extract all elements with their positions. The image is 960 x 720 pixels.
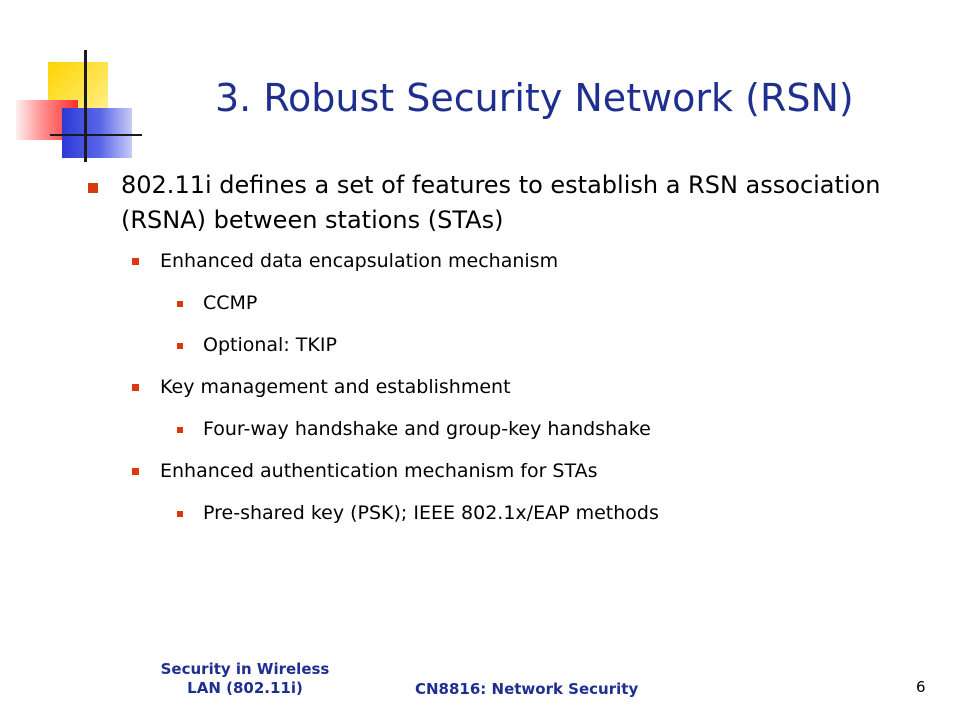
subbullet-item-encapsulation [132,248,928,274]
subbullet-item-key-management [132,374,928,400]
bullet-text: Key management and establishment [160,376,511,398]
logo-horizontal-line [50,134,142,136]
subsubbullet-item-tkip [177,332,928,358]
bullet-list [88,168,928,542]
bullet-text: Optional: TKIP [203,334,337,356]
square-bullet-icon [177,511,183,517]
square-bullet-icon [177,301,183,307]
bullet-text: Four-way handshake and group-key handshake [203,418,651,440]
square-bullet-icon [177,427,183,433]
footer-topic-line-2: LAN (802.11i) [187,679,303,697]
logo-blue-square [62,108,132,158]
square-bullet-icon [88,183,98,193]
subsubbullet-item-psk [177,500,928,526]
bullet-text: CCMP [203,292,258,314]
subsubbullet-item-handshake [177,416,928,442]
subbullet-item-authentication [132,458,928,484]
bullet-text: Enhanced authentication mechanism for STAs [160,460,598,482]
square-bullet-icon [177,343,183,349]
square-bullet-icon [132,384,139,391]
bullet-text: Pre-shared key (PSK); IEEE 802.1x/EAP methods [203,502,659,524]
decorative-logo [0,0,200,180]
bullet-text: 802.11i defines a set of features to establish a RSN association (RSNA) between stations (STAs) [121,171,881,234]
slide-number: 6 [916,678,926,696]
subsubbullet-item-ccmp [177,290,928,316]
bullet-item-rsn-features [88,168,928,238]
square-bullet-icon [132,258,139,265]
footer-course-topic [145,660,345,698]
square-bullet-icon [132,468,139,475]
logo-vertical-line [84,50,87,162]
bullet-text: Enhanced data encapsulation mechanism [160,250,559,272]
footer-course-name: CN8816: Network Security [415,680,639,698]
footer-topic-line-1: Security in Wireless [160,660,330,678]
slide-title: 3. Robust Security Network (RSN) [215,76,854,120]
